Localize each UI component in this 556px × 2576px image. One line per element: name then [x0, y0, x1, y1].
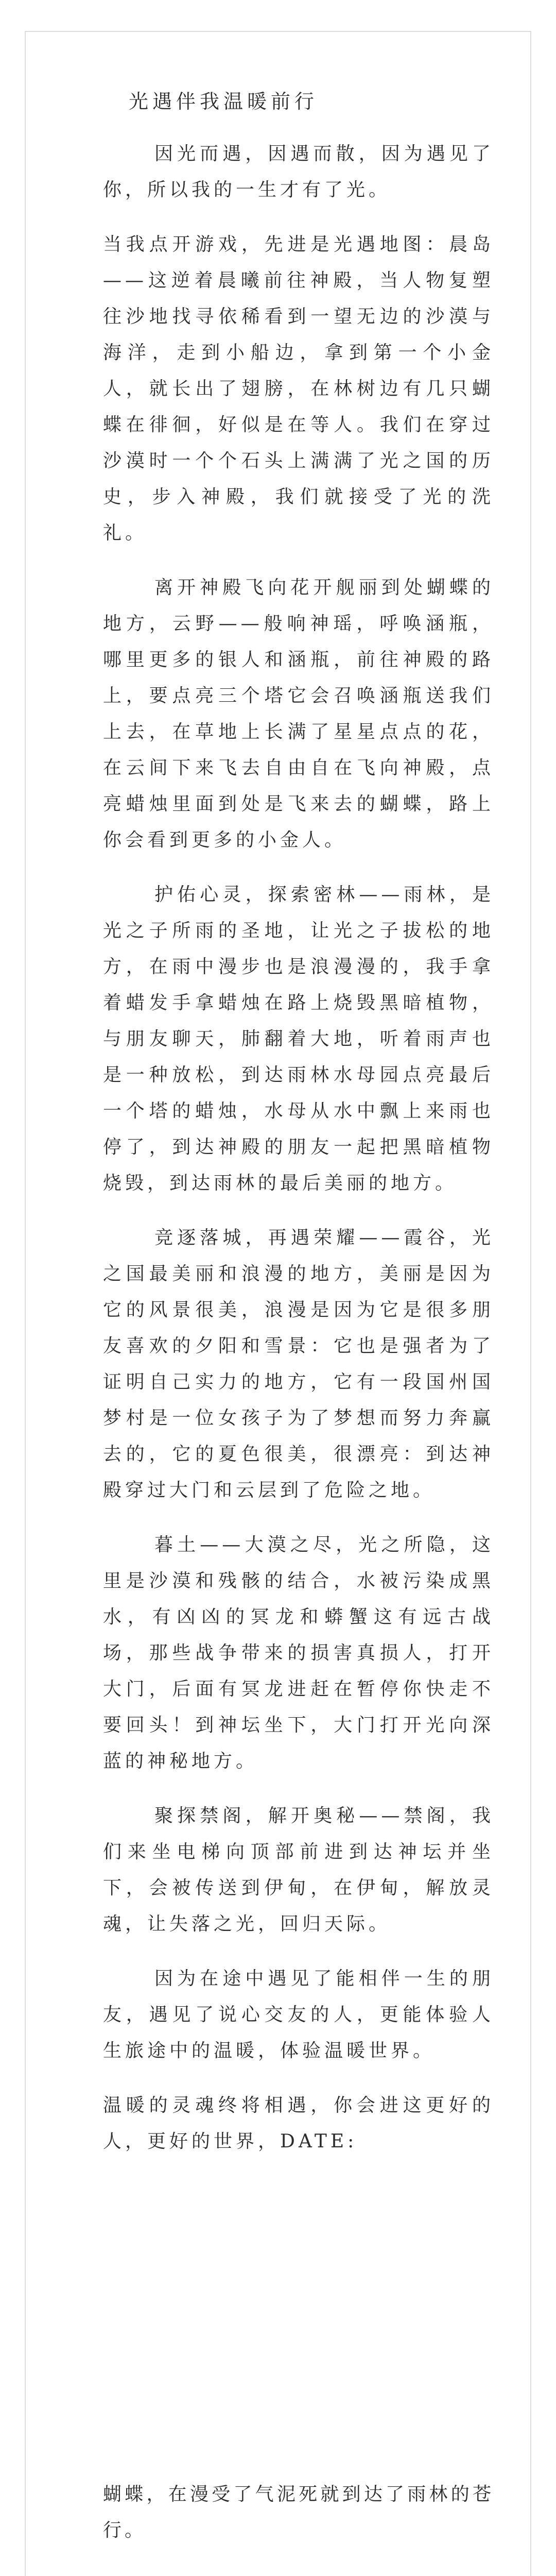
- paragraph-friends: 因为在途中遇见了能相伴一生的朋友，遇见了说心交友的人，更能体验人生旅途中的温暖，体验温暖世界。: [103, 1968, 494, 2061]
- paragraph-closing: 温暖的灵魂终将相遇，你会进这更好的人，更好的世界，DATE:: [103, 2095, 494, 2152]
- paragraph-dawn-isle: 当我点开游戏，先进是光遇地图：晨岛——这逆着晨曦前往神殿，当人物复塑往沙地找寻依稀看到一望无边的沙漠与海洋，走到小船边，拿到第一个小金人，就长出了翅膀，在林树边有几只蝴蝶在徘徊，好似是在等人。我们在穿过沙漠时一个个石头上满满了光之国的历史，步入神殿，我们就接受了光的洗礼。: [103, 234, 494, 544]
- essay-draft: [103, 2477, 494, 2576]
- paragraph-forest: 护佑心灵，探索密林——雨林，是光之子所雨的圣地，让光之子拔松的地方，在雨中漫步也是浪漫漫的，我手拿着蜡发手拿蜡烛在路上烧毁黑暗植物，与朋友聊天，肺翻着大地，听着雨声也是一种放松，到达雨林水母园点亮最后一个塔的蜡烛，水母从水中飘上来雨也停了，到达神殿的朋友一起把黑暗植物烧毁，到达雨林的最后美丽的地方。: [103, 884, 494, 1194]
- paragraph-vault: 聚探禁阁，解开奥秘——禁阁，我们来坐电梯向顶部前进到达神坛并坐下，会被传送到伊甸，在伊甸，解放灵魂，让失落之光，回归天际。: [103, 1805, 494, 1935]
- paragraph-wasteland: 暮土——大漠之尽，光之所隐，这里是沙漠和残骸的结合，水被污染成黑水，有凶凶的冥龙和蟒蟹这有远古战场，那些战争带来的损害真损人，打开大门，后面有冥龙进赶在暂停你快走不要回头！到神坛坐下，大门打开光向深蓝的神秘地方。: [103, 1534, 494, 1772]
- essay-body: [103, 88, 494, 2178]
- paragraph-prairie: 离开神殿飞向花开舰丽到处蝴蝶的地方，云野——般响神瑶，呼唤涵瓶，哪里更多的银人和涵瓶，前往神殿的路上，要点亮三个塔它会召唤涵瓶送我们上去，在草地上长满了星星点点的花，在云间下来飞去自由自在飞向神殿，点亮蜡烛里面到处是飞来去的蝴蝶，路上你会看到更多的小金人。: [103, 577, 494, 851]
- draft-paragraph: 蝴蝶，在漫受了气泥死就到达了雨林的苍行。: [103, 2484, 494, 2541]
- paragraph-intro: 因光而遇，因遇而散，因为遇见了你，所以我的一生才有了光。: [103, 143, 494, 200]
- paragraph-valley: 竞逐落城，再遇荣耀——霞谷，光之国最美丽和浪漫的地方，美丽是因为它的风景很美，浪漫是因为它是很多朋友喜欢的夕阳和雪景：它也是强者为了证明自己实力的地方，它有一段国州国梦村是一位女孩子为了梦想而努力奔赢去的，它的夏色很美，很漂亮：到达神殿穿过大门和云层到了危险之地。: [103, 1227, 494, 1501]
- document-page: [25, 31, 531, 2576]
- essay-title: 光遇伴我温暖前行: [129, 90, 319, 113]
